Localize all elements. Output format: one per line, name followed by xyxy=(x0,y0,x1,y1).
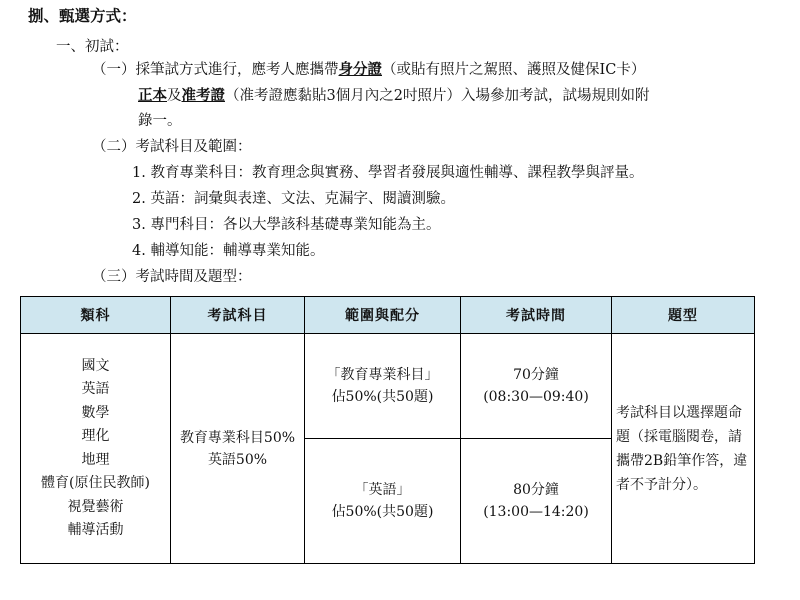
exam-subject-cell xyxy=(171,334,305,564)
header-scope-score: 範圍與配分 xyxy=(305,297,461,334)
subject-item: 數學 xyxy=(81,404,110,421)
item1-text-c: （或貼有照片之駕照、護照及健保IC卡） xyxy=(382,62,646,78)
subject-list-cell xyxy=(21,334,171,564)
scope-text: 「英語」 xyxy=(354,482,411,498)
score-text: 佔50%(共50題) xyxy=(331,504,434,520)
item2-list-item: 4. 輔導知能：輔導專業知能。 xyxy=(132,243,325,259)
original-text: 正本 xyxy=(138,87,167,104)
subject-item: 地理 xyxy=(81,451,110,468)
table-header-row xyxy=(21,297,755,334)
subject-item: 理化 xyxy=(81,428,110,444)
section-title: 捌、甄選方式： xyxy=(28,6,137,25)
header-question-type: 題型 xyxy=(612,297,755,334)
header-category: 類科 xyxy=(21,297,171,334)
subject-item: 視覺藝術 xyxy=(67,498,124,515)
duration-text: 80分鐘 xyxy=(513,482,559,498)
item2-heading: （二）考試科目及範圍： xyxy=(92,139,252,155)
part1-heading: 一、初試： xyxy=(56,39,129,55)
score-text: 佔50%(共50題) xyxy=(331,389,434,405)
subject-item: 英語 xyxy=(81,381,110,397)
scope-cell xyxy=(305,334,461,439)
time-cell xyxy=(461,439,612,564)
item1-text-a: 採筆試方式進行，應考人應攜帶 xyxy=(135,62,339,78)
table-row xyxy=(21,334,755,439)
item1-text-d: （准考證應黏貼3個月內之2吋照片）入場參加考試，試場規則如附 xyxy=(225,88,650,104)
item2-list-item: 1. 教育專業科目：教育理念與實務、學習者發展與適性輔導、課程教學與評量。 xyxy=(132,165,644,181)
item1-line2 xyxy=(138,86,649,106)
header-exam-subject: 考試科目 xyxy=(171,297,305,334)
exam-subject-item: 英語50% xyxy=(207,451,268,468)
time-range-text: (08:30—09:40) xyxy=(483,389,589,405)
admission-ticket-text: 准考證 xyxy=(181,87,225,104)
subject-item: 體育(原住民教師) xyxy=(41,475,150,491)
scope-cell xyxy=(305,439,461,564)
duration-text: 70分鐘 xyxy=(513,367,559,383)
exam-subject-item: 教育專業科目50% xyxy=(179,429,296,446)
question-type-cell: 考試科目以選擇題命題（採電腦閱卷，請攜帶2B鉛筆作答，違者不予計分）。 xyxy=(612,334,755,564)
scope-text: 「教育專業科目」 xyxy=(326,367,439,383)
item3-heading: （三）考試時間及題型： xyxy=(92,269,252,285)
item1-line3: 錄一。 xyxy=(138,113,182,129)
subject-item: 輔導活動 xyxy=(67,522,124,538)
exam-schedule-table xyxy=(20,296,755,564)
item2-list-item: 2. 英語：詞彙與表達、文法、克漏字、閱讀測驗。 xyxy=(132,191,455,207)
and-text: 及 xyxy=(167,88,182,104)
time-cell xyxy=(461,334,612,439)
item2-list-item: 3. 專門科目：各以大學該科基礎專業知能為主。 xyxy=(132,217,441,233)
time-range-text: (13:00—14:20) xyxy=(483,504,589,520)
item1-line1 xyxy=(92,60,645,80)
subject-item: 國文 xyxy=(81,357,110,374)
id-card-text: 身分證 xyxy=(338,61,382,78)
header-exam-time: 考試時間 xyxy=(461,297,612,334)
item1-prefix: （一） xyxy=(92,62,136,78)
